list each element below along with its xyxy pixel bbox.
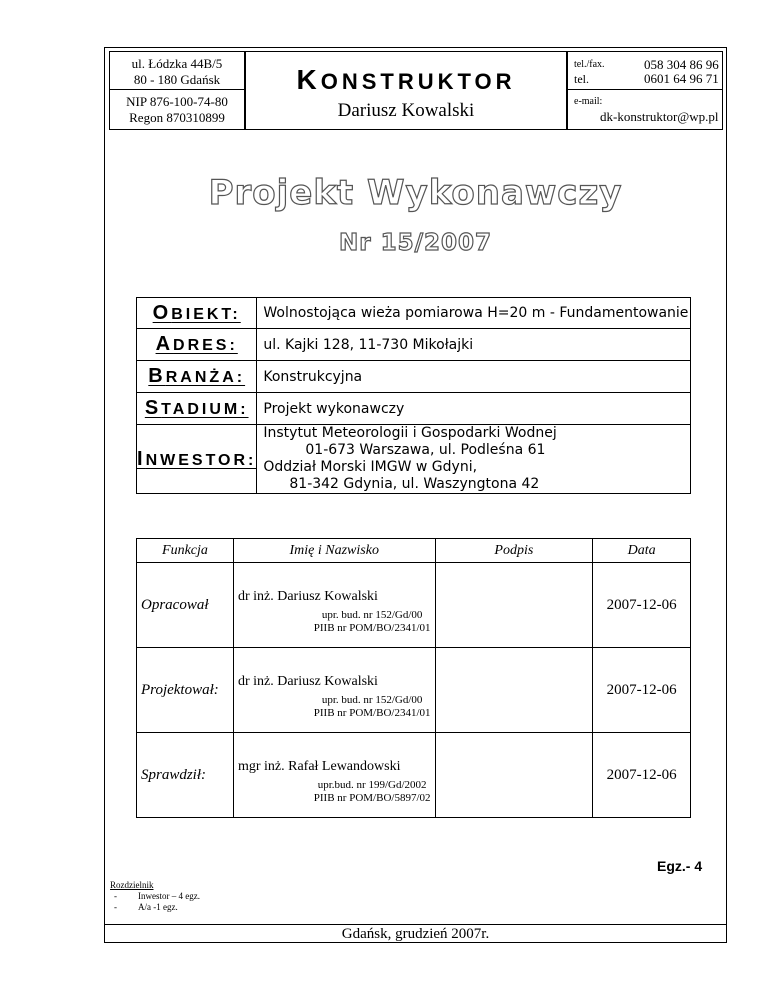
person-role: Sprawdził:: [137, 733, 234, 818]
person-license: upr.bud. nr 199/Gd/2002 PIIB nr POM/BO/5897/02: [313, 779, 431, 804]
company-address-block: [109, 51, 245, 130]
person-name-cell: [233, 733, 435, 818]
person-name-cell: [233, 563, 435, 648]
phone-value: 0601 64 96 71: [644, 71, 719, 86]
company-contact-block: [567, 51, 723, 130]
signatures-header-row: [137, 539, 691, 563]
company-owner: Dariusz Kowalski: [337, 100, 475, 121]
company-name: KONSTRUKTOR: [296, 64, 516, 95]
person-role: Opracował: [137, 563, 234, 648]
info-label-stage: STADIUM:: [137, 393, 257, 425]
phone-fax-value: 058 304 86 96: [644, 57, 719, 72]
sign-date: 2007-12-06: [593, 648, 691, 733]
sign-date: 2007-12-06: [593, 563, 691, 648]
email-value: dk-konstruktor@wp.pl: [600, 109, 719, 124]
address-street: ul. Łódzka 44B/5: [131, 56, 223, 71]
info-row-branch: [137, 361, 691, 393]
phone-fax-label: tel./fax.: [574, 59, 605, 70]
info-value-branch: Konstrukcyjna: [257, 361, 691, 393]
info-label-investor: INWESTOR:: [137, 425, 257, 494]
address-divider: [110, 89, 244, 90]
address-regon: Regon 870310899: [129, 110, 225, 125]
info-value-investor: Instytut Meteorologii i Gospodarki Wodnej 01-673 Warszawa, ul. Podleśna 61 Oddział Morski IMGW w Gdyni, 81-342 Gdynia, ul. Waszyngtona 42: [257, 425, 691, 494]
person-name: dr inż. Dariusz Kowalski: [237, 589, 378, 604]
person-license: upr. bud. nr 152/Gd/00 PIIB nr POM/BO/2341/01: [313, 694, 431, 719]
signature-field: [435, 563, 593, 648]
info-label-address: ADRES:: [137, 329, 257, 361]
copy-number: Egz.- 4: [657, 858, 703, 874]
header-date: Data: [593, 539, 691, 563]
info-row-stage: [137, 393, 691, 425]
place-date-footer: Gdańsk, grudzień 2007r.: [104, 924, 727, 943]
list-item: - A/a -1 egz.: [114, 902, 178, 912]
table-row: [137, 733, 691, 818]
info-row-object: [137, 298, 691, 329]
header-signature: Podpis: [435, 539, 593, 563]
sign-date: 2007-12-06: [593, 733, 691, 818]
signatures-table: [136, 538, 691, 818]
info-row-investor: [137, 425, 691, 494]
person-license: upr. bud. nr 152/Gd/00 PIIB nr POM/BO/2341/01: [313, 609, 431, 634]
signature-field: [435, 733, 593, 818]
header-role: Funkcja: [137, 539, 234, 563]
info-value-address: ul. Kajki 128, 11-730 Mikołajki: [257, 329, 691, 361]
person-name-cell: [233, 648, 435, 733]
table-row: [137, 563, 691, 648]
address-nip: NIP 876-100-74-80: [126, 94, 228, 109]
person-role: Projektował:: [137, 648, 234, 733]
list-item: - Inwestor – 4 egz.: [114, 891, 200, 901]
document-title: Projekt Wykonawczy: [208, 173, 623, 213]
table-row: [137, 648, 691, 733]
contact-divider: [568, 89, 722, 90]
info-row-address: [137, 329, 691, 361]
info-value-object: Wolnostojąca wieża pomiarowa H=20 m - Fundamentowanie: [257, 298, 691, 329]
person-name: mgr inż. Rafał Lewandowski: [237, 759, 401, 774]
phone-label: tel.: [574, 72, 589, 86]
project-info-table: [136, 297, 691, 494]
distribution-list: [110, 880, 200, 913]
email-label: e-mail:: [574, 96, 603, 107]
info-value-stage: Projekt wykonawczy: [257, 393, 691, 425]
header-name: Imię i Nazwisko: [233, 539, 435, 563]
info-label-object: OBIEKT:: [137, 298, 257, 329]
person-name: dr inż. Dariusz Kowalski: [237, 674, 378, 689]
address-city: 80 - 180 Gdańsk: [133, 72, 221, 87]
company-brand-block: [245, 51, 567, 130]
signature-field: [435, 648, 593, 733]
distribution-title: Rozdzielnik: [110, 880, 154, 890]
info-label-branch: BRANŻA:: [137, 361, 257, 393]
document-number: Nr 15/2007: [338, 230, 493, 256]
